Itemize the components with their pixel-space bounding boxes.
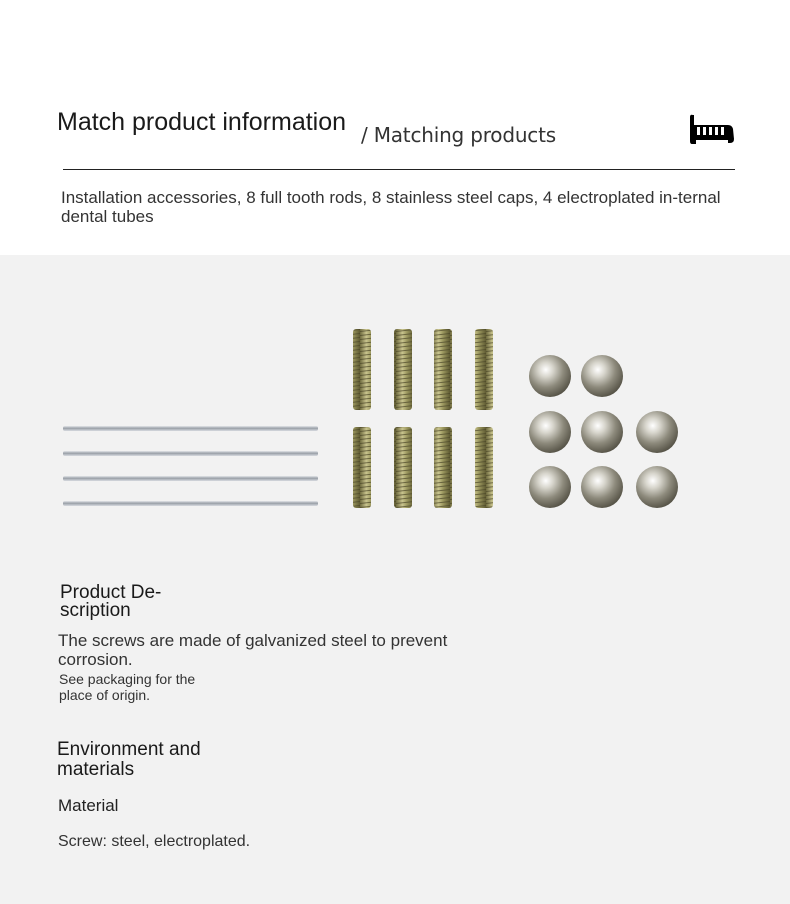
cap <box>636 466 678 508</box>
rods-group <box>63 426 318 506</box>
environment-heading <box>57 740 201 780</box>
cap <box>581 466 623 508</box>
rod <box>63 451 318 456</box>
cap <box>581 355 623 397</box>
cap <box>529 355 571 397</box>
rod <box>63 476 318 481</box>
product-image <box>0 320 790 520</box>
origin-note <box>59 671 229 703</box>
rod <box>63 501 318 506</box>
caps-group <box>529 355 678 508</box>
screw <box>475 329 493 410</box>
bed-icon <box>688 113 736 147</box>
cap <box>636 411 678 453</box>
description-text-line: The screws are made of galvanized steel to prevent <box>58 631 448 650</box>
screw <box>394 427 412 508</box>
material-label: Material <box>58 796 119 815</box>
material-value: Screw: steel, electroplated. <box>58 833 251 850</box>
rod <box>63 426 318 431</box>
divider <box>63 169 735 170</box>
description-heading <box>60 584 161 620</box>
screw <box>434 427 452 508</box>
screw <box>434 329 452 410</box>
environment-heading-line: Environment and <box>57 739 201 760</box>
screw <box>353 427 371 508</box>
screw <box>475 427 493 508</box>
screws-group <box>353 329 493 508</box>
origin-note-line: See packaging for the <box>59 671 196 687</box>
screw <box>394 329 412 410</box>
cap <box>529 411 571 453</box>
page-subtitle: / Matching products <box>361 123 556 147</box>
origin-note-line: place of origin. <box>59 687 151 703</box>
description-heading-line: scription <box>60 600 131 621</box>
screw <box>353 329 371 410</box>
page-title: Match product information <box>57 108 347 136</box>
description-text-line: corrosion. <box>58 650 133 669</box>
description-text <box>58 631 498 669</box>
cap <box>529 466 571 508</box>
cap <box>581 411 623 453</box>
environment-heading-line: materials <box>57 759 135 780</box>
intro-text: Installation accessories, 8 full tooth rods, 8 stainless steel caps, 4 electroplated in-ternal dental tubes <box>61 188 721 226</box>
description-heading-line: Product De- <box>60 582 162 603</box>
